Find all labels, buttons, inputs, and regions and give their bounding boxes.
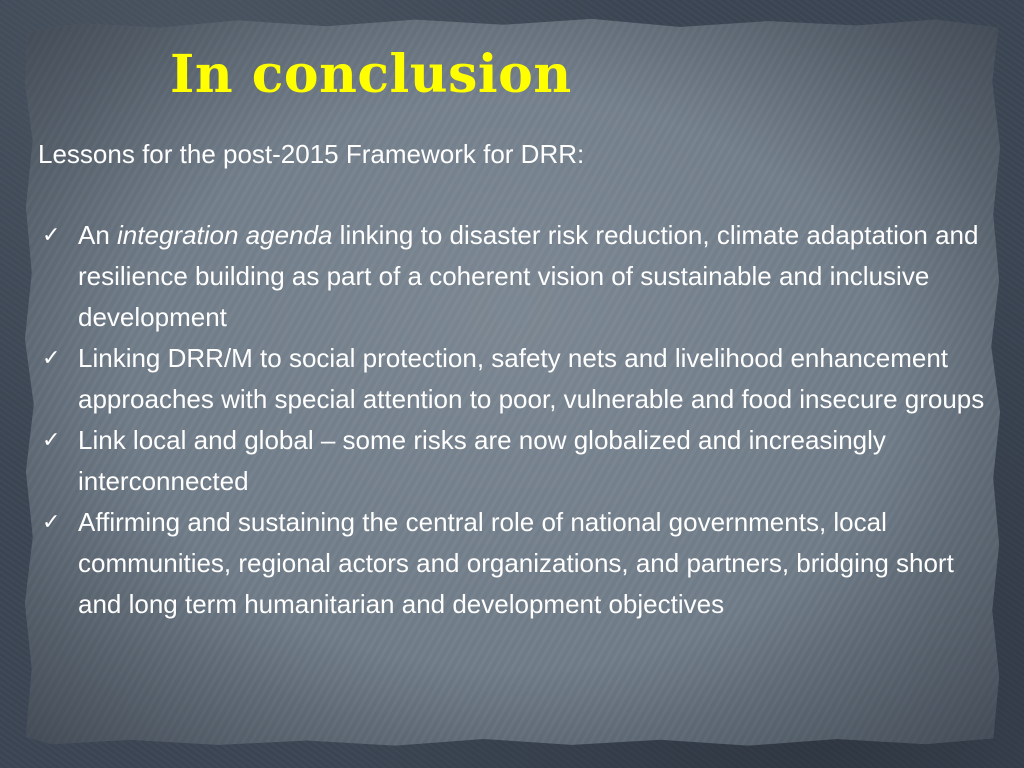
slide-title: In conclusion [170, 44, 572, 105]
bullet-text-prefix: An [78, 220, 118, 250]
list-item [38, 502, 988, 625]
bullet-text-suffix: linking to disaster risk reduction, climate adaptation and resilience building as part of a coherent vision of sustainable and inclusive development [78, 220, 979, 332]
conclusion-list [38, 215, 988, 625]
bullet-text: Linking DRR/M to social protection, safety nets and livelihood enhancement approaches with special attention to poor, vulnerable and food insecure groups [78, 343, 985, 414]
list-item [38, 215, 988, 338]
intro-text: Lessons for the post-2015 Framework for DRR: [38, 139, 585, 169]
bullet-text-emphasis: integration agenda [117, 220, 333, 250]
list-item [38, 420, 988, 502]
check-icon: ✓ [42, 428, 61, 453]
check-icon: ✓ [42, 223, 61, 248]
check-icon: ✓ [42, 346, 61, 371]
list-item [38, 338, 988, 420]
bullet-text: Affirming and sustaining the central role of national governments, local communities, regional actors and organizations, and partners, bridging short and long term humanitarian and development objectives [78, 507, 954, 619]
bullet-text: Link local and global – some risks are now globalized and increasingly interconnected [78, 425, 886, 496]
slide-content [38, 134, 988, 625]
check-icon: ✓ [42, 510, 61, 535]
